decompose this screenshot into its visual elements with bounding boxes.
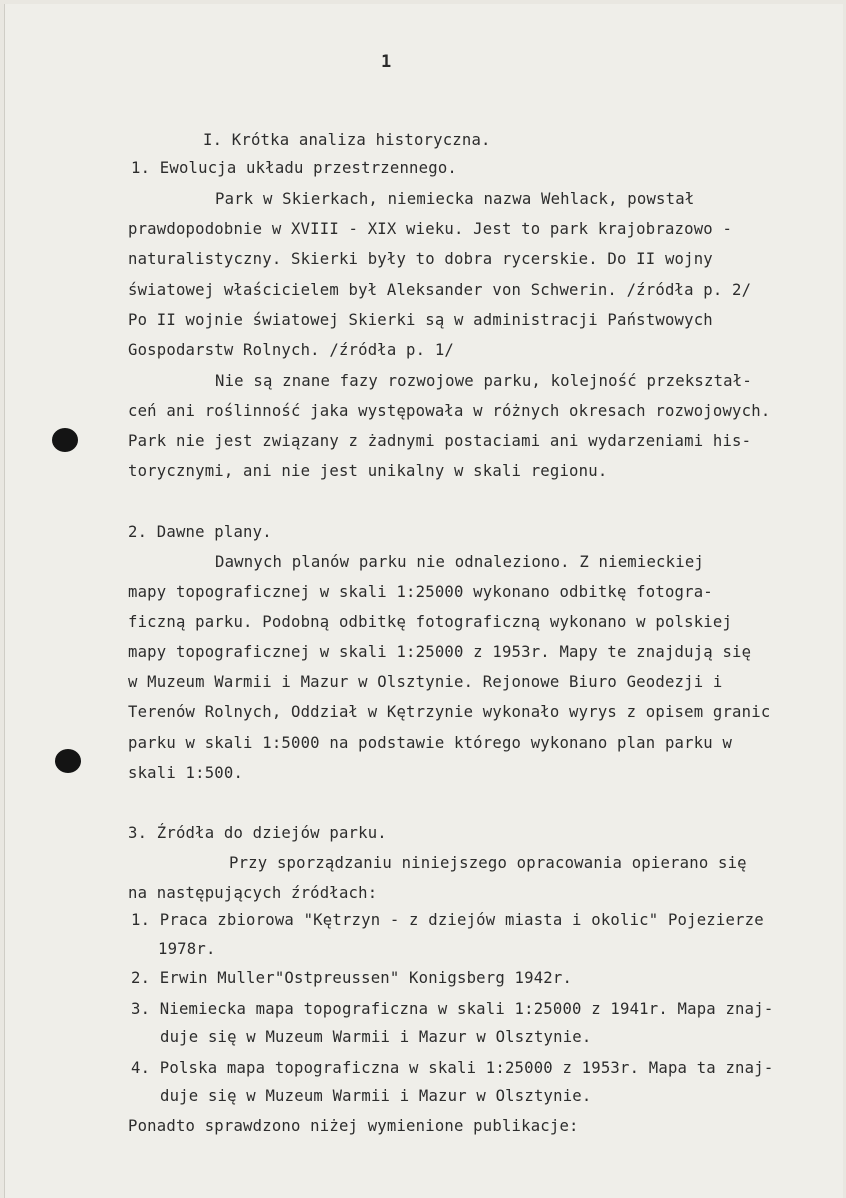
text-line: parku w skali 1:5000 na podstawie którego wykonano plan parku w <box>128 734 733 752</box>
subsection-heading: 3. Źródła do dziejów parku. <box>128 824 387 842</box>
text-line: ceń ani roślinność jaka występowała w różnych okresach rozwojowych. <box>128 402 771 420</box>
list-item: 2. Erwin Muller"Ostpreussen" Konigsberg 1942r. <box>131 969 573 987</box>
text-line: mapy topograficznej w skali 1:25000 z 1953r. Mapy te znajdują się <box>128 643 752 661</box>
list-item: 4. Polska mapa topograficzna w skali 1:25000 z 1953r. Mapa ta znaj- <box>131 1059 774 1077</box>
text-line: skali 1:500. <box>128 764 244 782</box>
text-line: naturalistyczny. Skierki były to dobra rycerskie. Do II wojny <box>128 250 713 268</box>
punch-hole-mark <box>52 428 78 452</box>
text-line: Terenów Rolnych, Oddział w Kętrzynie wykonało wyrys z opisem granic <box>128 703 771 721</box>
list-item-continuation: 1978r. <box>158 940 216 958</box>
text-line: Park w Skierkach, niemiecka nazwa Wehlack, powstał <box>215 190 695 208</box>
text-line: Po II wojnie światowej Skierki są w administracji Państwowych <box>128 311 713 329</box>
list-item: 3. Niemiecka mapa topograficzna w skali 1:25000 z 1941r. Mapa znaj- <box>131 1000 774 1018</box>
text-line: mapy topograficznej w skali 1:25000 wykonano odbitkę fotogra- <box>128 583 713 601</box>
list-item-continuation: duje się w Muzeum Warmii i Mazur w Olsztynie. <box>160 1087 592 1105</box>
punch-hole-mark <box>55 749 81 773</box>
document-page <box>4 4 843 1198</box>
text-line: Park nie jest związany z żadnymi postaciami ani wydarzeniami his- <box>128 432 752 450</box>
text-line: Nie są znane fazy rozwojowe parku, kolejność przekształ- <box>215 372 752 390</box>
text-line: Dawnych planów parku nie odnaleziono. Z niemieckiej <box>215 553 704 571</box>
subsection-heading: 1. Ewolucja układu przestrzennego. <box>131 159 457 177</box>
text-line: prawdopodobnie w XVIII - XIX wieku. Jest to park krajobrazowo - <box>128 220 733 238</box>
text-line: Ponadto sprawdzono niżej wymienione publikacje: <box>128 1117 579 1135</box>
text-line: torycznymi, ani nie jest unikalny w skali regionu. <box>128 462 608 480</box>
subsection-heading: 2. Dawne plany. <box>128 523 272 541</box>
text-line: w Muzeum Warmii i Mazur w Olsztynie. Rejonowe Biuro Geodezji i <box>128 673 723 691</box>
page-number: 1 <box>381 52 392 72</box>
text-line: Przy sporządzaniu niniejszego opracowania opierano się <box>229 854 747 872</box>
list-item: 1. Praca zbiorowa "Kętrzyn - z dziejów miasta i okolic" Pojezierze <box>131 911 764 929</box>
text-line: ficzną parku. Podobną odbitkę fotograficzną wykonano w polskiej <box>128 613 733 631</box>
text-line: na następujących źródłach: <box>128 884 378 902</box>
text-line: Gospodarstw Rolnych. /źródła p. 1/ <box>128 341 454 359</box>
list-item-continuation: duje się w Muzeum Warmii i Mazur w Olsztynie. <box>160 1028 592 1046</box>
section-heading: I. Krótka analiza historyczna. <box>203 131 491 149</box>
text-line: światowej właścicielem był Aleksander von Schwerin. /źródła p. 2/ <box>128 281 752 299</box>
